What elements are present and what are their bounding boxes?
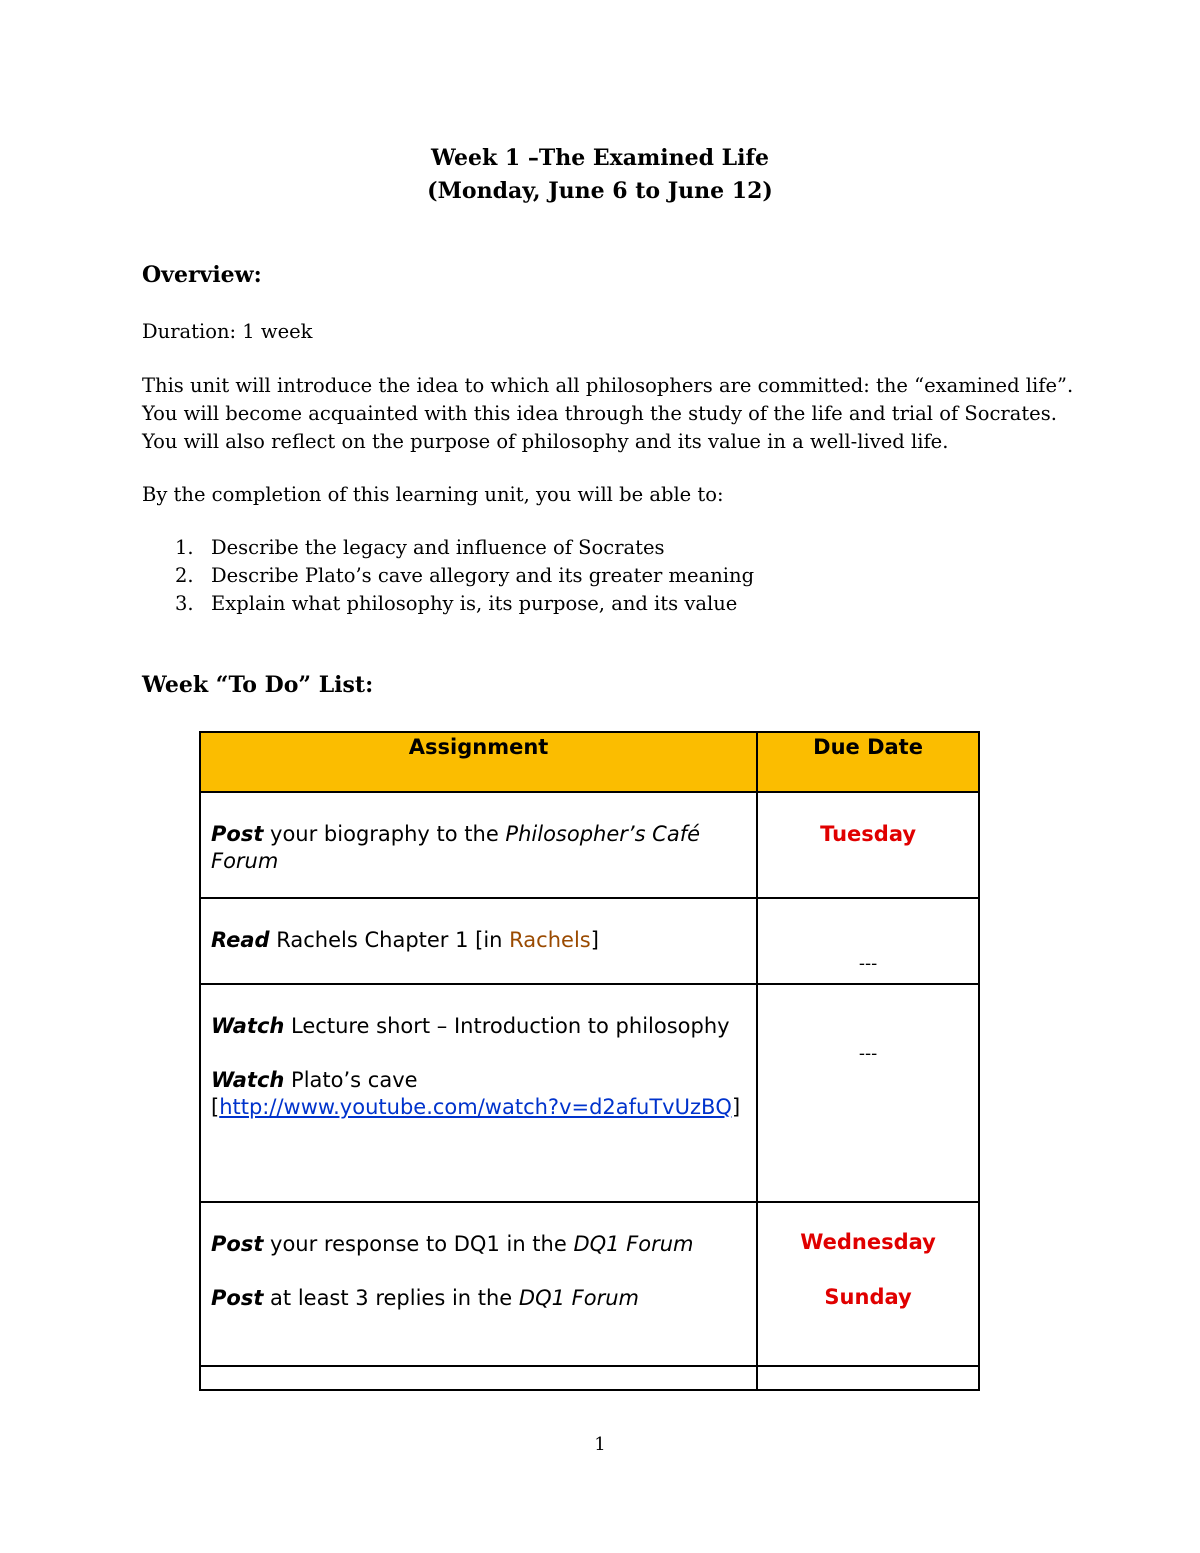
assignment-column-header: Assignment [200, 732, 757, 792]
table-row [200, 1202, 979, 1366]
page-number: 1 [594, 1434, 606, 1455]
assignment-cell: Post your response to DQ1 in the DQ1 Forum Post at least 3 replies in the DQ1 Forum [200, 1202, 757, 1366]
document-title: Week 1 –The Examined Life [431, 145, 769, 171]
table-header-row [200, 732, 979, 792]
objective-item: 2. Describe Plato’s cave allegory and its greater meaning [175, 564, 755, 587]
due-date-cell: --- [757, 984, 979, 1202]
todo-table [199, 731, 980, 1391]
assignment-cell [200, 1366, 757, 1390]
intro-line-3: You will also reflect on the purpose of philosophy and its value in a well-lived life. [142, 430, 949, 453]
intro-paragraph [142, 372, 1073, 456]
objective-item: 3. Explain what philosophy is, its purpose, and its value [175, 592, 738, 615]
due-date-column-header: Due Date [757, 732, 979, 792]
overview-heading: Overview: [142, 262, 262, 288]
completion-text: By the completion of this learning unit, you will be able to: [142, 483, 724, 506]
table-row [200, 898, 979, 984]
youtube-link[interactable]: http://www.youtube.com/watch?v=d2afuTvUzBQ [219, 1095, 732, 1119]
due-date-cell [757, 1366, 979, 1390]
due-date-cell: Wednesday Sunday [757, 1202, 979, 1366]
table-row [200, 984, 979, 1202]
due-date-cell: --- [757, 898, 979, 984]
table-row [200, 792, 979, 898]
intro-line-2: You will become acquainted with this idea through the study of the life and trial of Socrates. [142, 402, 1057, 425]
table-row-empty [200, 1366, 979, 1390]
duration-text: Duration: 1 week [142, 320, 313, 343]
assignment-cell: Read Rachels Chapter 1 [in Rachels] [200, 898, 757, 984]
todo-heading: Week “To Do” List: [142, 672, 374, 698]
intro-line-1: This unit will introduce the idea to which all philosophers are committed: the “examined life”. [142, 374, 1074, 397]
objective-item: 1. Describe the legacy and influence of Socrates [175, 536, 665, 559]
assignment-cell: Watch Lecture short – Introduction to philosophy Watch Plato’s cave [http://www.youtube.com/watch?v=d2afuTvUzBQ] [200, 984, 757, 1202]
objectives-list [175, 534, 754, 618]
due-date-cell: Tuesday [757, 792, 979, 898]
document-subtitle-dates: (Monday, June 6 to June 12) [427, 178, 773, 204]
assignment-cell: Post your biography to the Philosopher’s Café Forum [200, 792, 757, 898]
